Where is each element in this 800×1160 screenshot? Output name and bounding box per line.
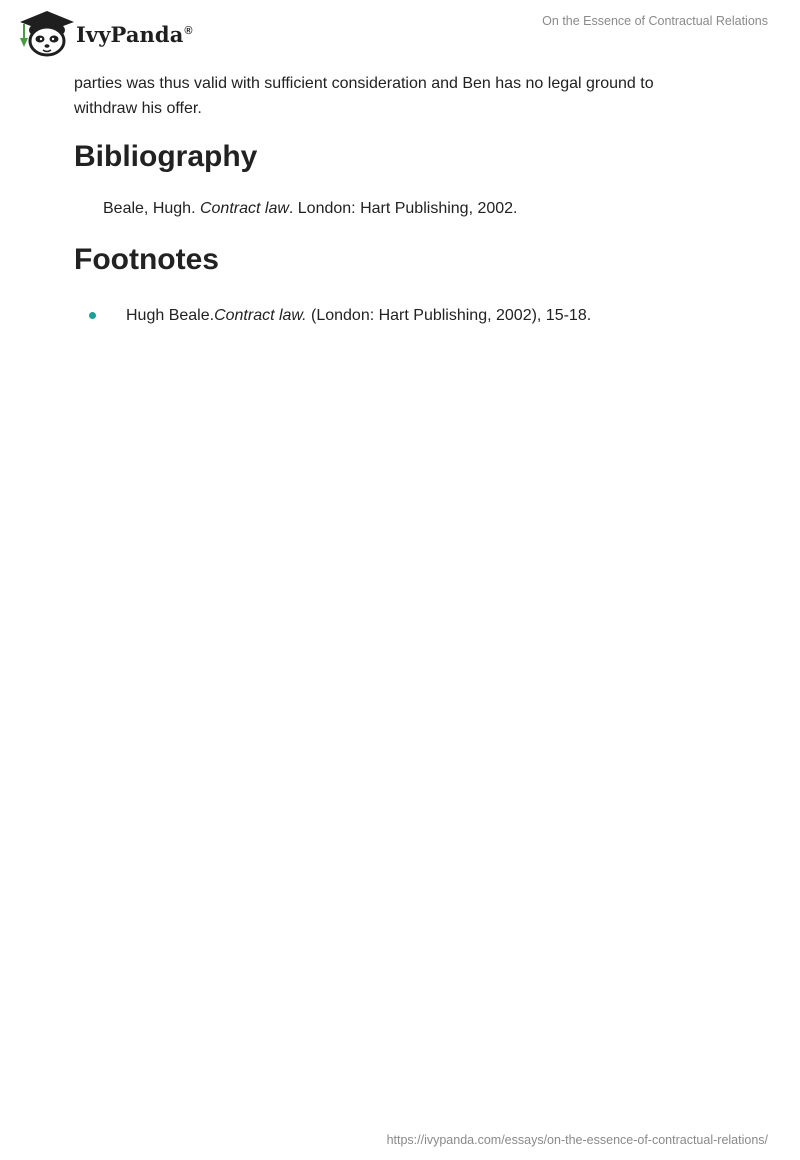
ivypanda-logo[interactable] (16, 8, 193, 58)
running-title: On the Essence of Contractual Relations (542, 14, 768, 28)
bibliography-author: Beale, Hugh. (103, 200, 196, 217)
footnote-details: (London: Hart Publishing, 2002), 15-18. (306, 307, 592, 324)
bibliography-entry (103, 198, 714, 220)
footnote-title: Contract law. (214, 307, 307, 324)
footnotes-list (74, 305, 714, 327)
footnote-author: Hugh Beale. (126, 307, 215, 324)
body-paragraph: parties was thus valid with sufficient consideration and Ben has no legal ground to withdraw his offer. (74, 75, 654, 117)
bullet-icon (89, 312, 96, 319)
bibliography-details: . London: Hart Publishing, 2002. (288, 200, 518, 217)
footnote-item (74, 305, 714, 327)
page-header (0, 0, 800, 60)
panda-logo-icon (16, 8, 74, 58)
document-content (74, 71, 714, 327)
footer-url-link[interactable]: https://ivypanda.com/essays/on-the-essence-of-contractual-relations/ (386, 1133, 768, 1147)
bibliography-heading: Bibliography (74, 140, 258, 173)
bibliography-title: Contract law (199, 200, 289, 217)
logo-wordmark: IvyPanda® (76, 21, 193, 47)
footnotes-heading: Footnotes (74, 243, 219, 276)
